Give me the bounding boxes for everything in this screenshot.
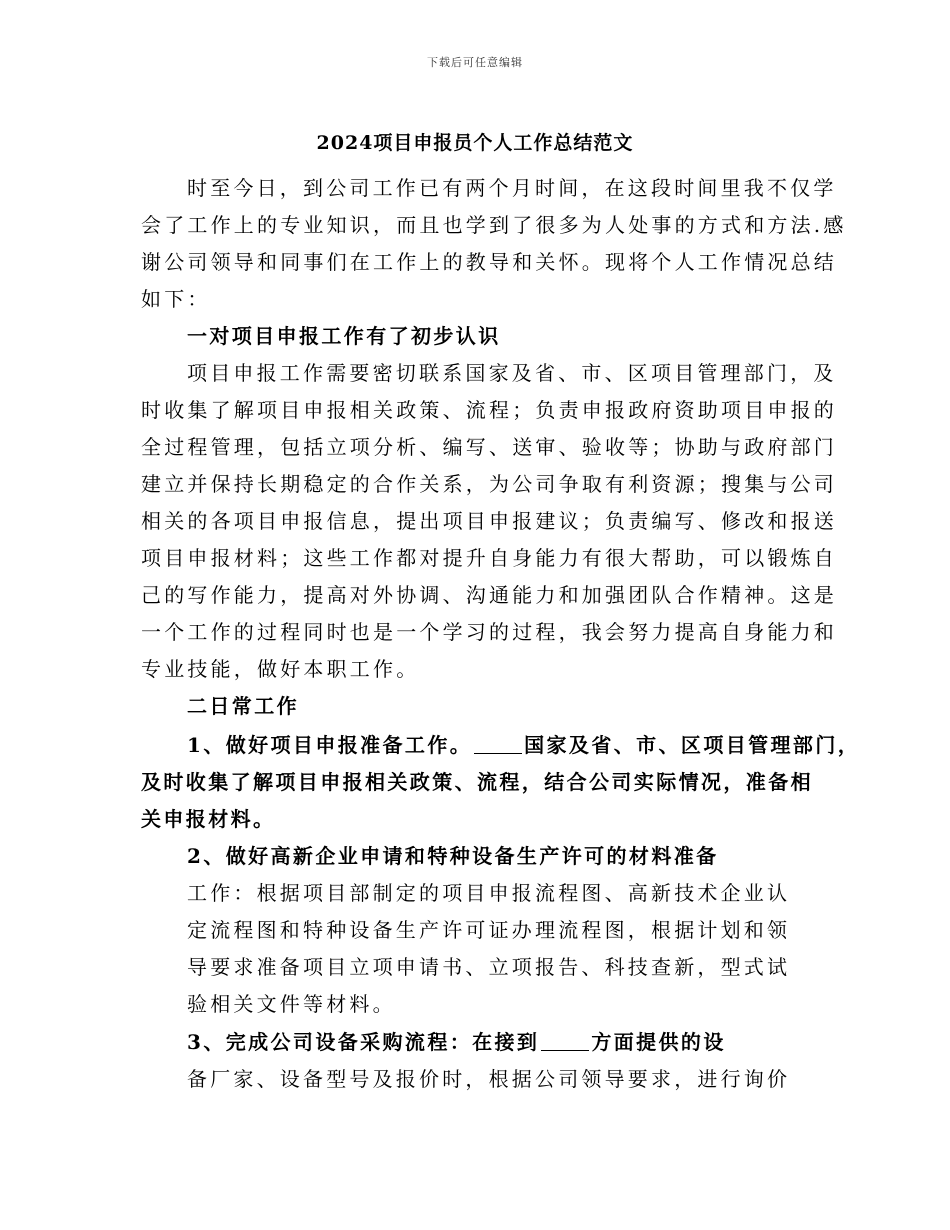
paragraph-line: 时至今日，到公司工作已有两个月时间，在这段时间里我不仅学 (187, 176, 837, 200)
paragraph-line: 如下： (141, 287, 211, 311)
section-heading: 二日常工作 (187, 694, 299, 718)
page-header: 下载后可任意编辑 (427, 56, 523, 69)
document-title: 2024项目申报员个人工作总结范文 (316, 132, 634, 154)
paragraph-line: 一个工作的过程同时也是一个学习的过程，我会努力提高自身能力和 (141, 620, 837, 644)
paragraph-line: 工作：根据项目部制定的项目申报流程图、高新技术企业认 (187, 881, 791, 905)
paragraph-line: 验相关文件等材料。 (187, 992, 396, 1016)
paragraph-line: 相关的各项目申报信息，提出项目申报建议；负责编写、修改和报送 (141, 509, 837, 533)
paragraph-line: 建立并保持长期稳定的合作关系，为公司争取有利资源；搜集与公司 (141, 472, 837, 496)
paragraph-line: 专业技能，做好本职工作。 (141, 657, 420, 681)
item-text: 方面提供的设 (591, 1030, 726, 1054)
item-text: 3、完成公司设备采购流程：在接到 (187, 1030, 540, 1054)
paragraph-line: 项目申报工作需要密切联系国家及省、市、区项目管理部门，及 (187, 361, 837, 385)
paragraph-line: 定流程图和特种设备生产许可证办理流程图，根据计划和领 (187, 918, 791, 942)
paragraph-line: 时收集了解项目申报相关政策、流程；负责申报政府资助项目申报的 (141, 398, 837, 422)
bold-paragraph-line: 及时收集了解项目申报相关政策、流程，结合公司实际情况，准备相 (141, 770, 813, 794)
paragraph-line: 己的写作能力，提高对外协调、沟通能力和加强团队合作精神。这是 (141, 583, 837, 607)
paragraph-line: 全过程管理，包括立项分析、编写、送审、验收等；协助与政府部门 (141, 435, 837, 459)
item-heading (187, 1028, 726, 1056)
fill-in-blank (541, 1032, 589, 1051)
section-heading: 一对项目申报工作有了初步认识 (187, 324, 501, 348)
bold-paragraph-line (187, 731, 860, 759)
paragraph-line: 会了工作上的专业知识，而且也学到了很多为人处事的方式和方法.感 (141, 213, 847, 237)
paragraph-line: 导要求准备项目立项申请书、立项报告、科技查新，型式试 (187, 955, 791, 979)
fill-in-blank (474, 735, 522, 754)
item-heading: 2、做好高新企业申请和特种设备生产许可的材料准备 (187, 844, 719, 868)
item-text: 1、做好项目申报准备工作。 (187, 733, 473, 757)
paragraph-line: 项目申报材料；这些工作都对提升自身能力有很大帮助，可以锻炼自 (141, 546, 837, 570)
paragraph-line: 谢公司领导和同事们在工作上的教导和关怀。现将个人工作情况总结 (141, 250, 837, 274)
bold-paragraph-line: 关申报材料。 (141, 807, 276, 831)
item-text: 国家及省、市、区项目管理部门， (524, 733, 861, 757)
paragraph-line: 备厂家、设备型号及报价时，根据公司领导要求，进行询价 (187, 1067, 791, 1091)
